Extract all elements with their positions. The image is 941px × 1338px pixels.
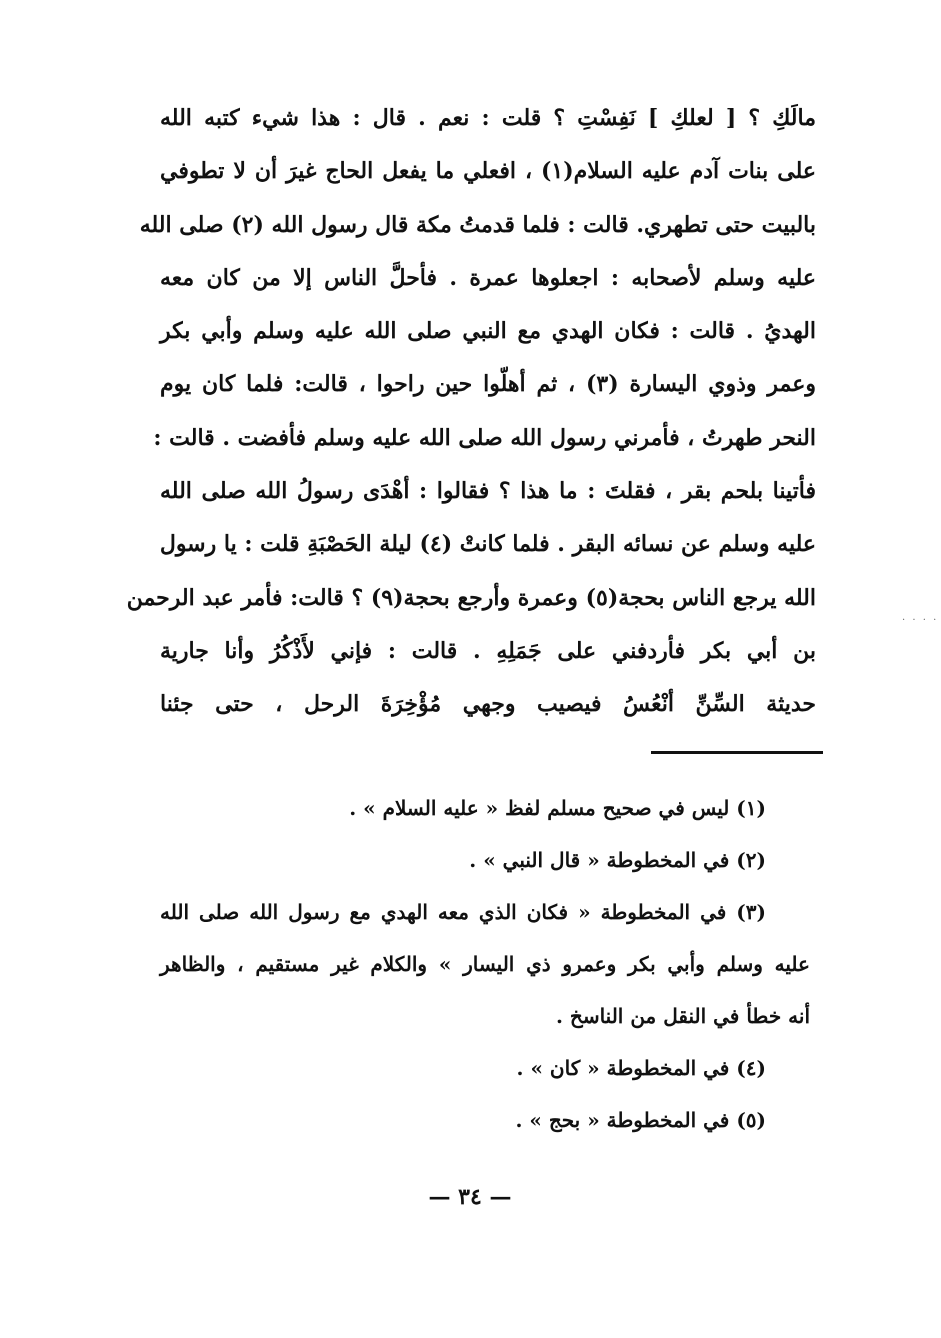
footnote-3: (٣) في المخطوطة « فكان الذي معه الهدي مع رسول الله صلى الله — [160, 900, 766, 924]
text-line: الله يرجع الناس بحجة(٥) وعمرة وأرجع بحجة(٩) ؟ قالت: فأمر عبد الرحمن — [126, 584, 816, 611]
text-line: بالبيت حتى تطهري. قالت : فلما قدمتُ مكة قال رسول الله (٢) صلى الله — [139, 211, 816, 238]
text-line: وعمر وذوي اليسارة (٣) ، ثم أهلّوا حين راحوا ، قالت: فلما كان يوم — [160, 371, 816, 398]
text-line: النحر طهرتُ ، فأمرني رسول الله صلى الله عليه وسلم فأفضت . قالت : — [153, 424, 816, 451]
text-line: الهديُ . قالت : فكان الهدي مع النبي صلى الله عليه وسلم وأبي بكر — [160, 318, 816, 345]
footnote-5: (٥) في المخطوطة « بحج » . — [515, 1108, 766, 1132]
margin-mark: . . . . — [902, 612, 939, 623]
page-number: — ٣٤ — — [428, 1184, 512, 1210]
text-line: حديثة السِّنِّ أنْعُسُ فيصيب وجهي مُؤْخِرَةَ الرحل ، حتى جئنا — [160, 691, 816, 718]
footnote-separator — [651, 751, 823, 754]
text-line: عليه وسلم لأصحابه : اجعلوها عمرة . فأحلَّ الناس إلا من كان معه — [160, 264, 816, 291]
footnote-2: (٢) في المخطوطة « قال النبي » . — [469, 848, 766, 872]
text-line: مالَكِ ؟ [ لعلكِ ] نَفِسْتِ ؟ قلت : نعم . قال : هذا شيء كتبه الله — [160, 105, 816, 131]
footnote-3-continued: أنه خطأ في النقل من الناسخ . — [555, 1004, 810, 1028]
text-line: فأتينا بلحم بقر ، فقلتَ : ما هذا ؟ فقالوا : أهْدَى رسولُ الله صلى الله — [160, 478, 816, 505]
footnotes-block — [160, 782, 810, 1146]
footnote-3-continued: عليه وسلم وأبي بكر وعمرو ذي اليسار » والكلام غير مستقيم ، والظاهر — [160, 952, 810, 976]
footnote-4: (٤) في المخطوطة « كان » . — [516, 1056, 766, 1080]
text-line: على بنات آدم عليه السلام(١) ، افعلي ما يفعل الحاج غيرَ أن لا تطوفي — [160, 158, 816, 185]
footnote-1: (١) ليس في صحيح مسلم لفظ « عليه السلام » . — [349, 796, 766, 820]
main-text-block — [126, 92, 816, 732]
text-line: عليه وسلم عن نسائه البقر . فلما كانتْ (٤) ليلة الحَصْبَةِ قلت : يا رسول — [159, 531, 816, 558]
text-line: بن أبي بكر فأردفني على جَمَلِهِ . قالت : فإني لأَذْكُرُ وأنا جارية — [160, 637, 816, 664]
